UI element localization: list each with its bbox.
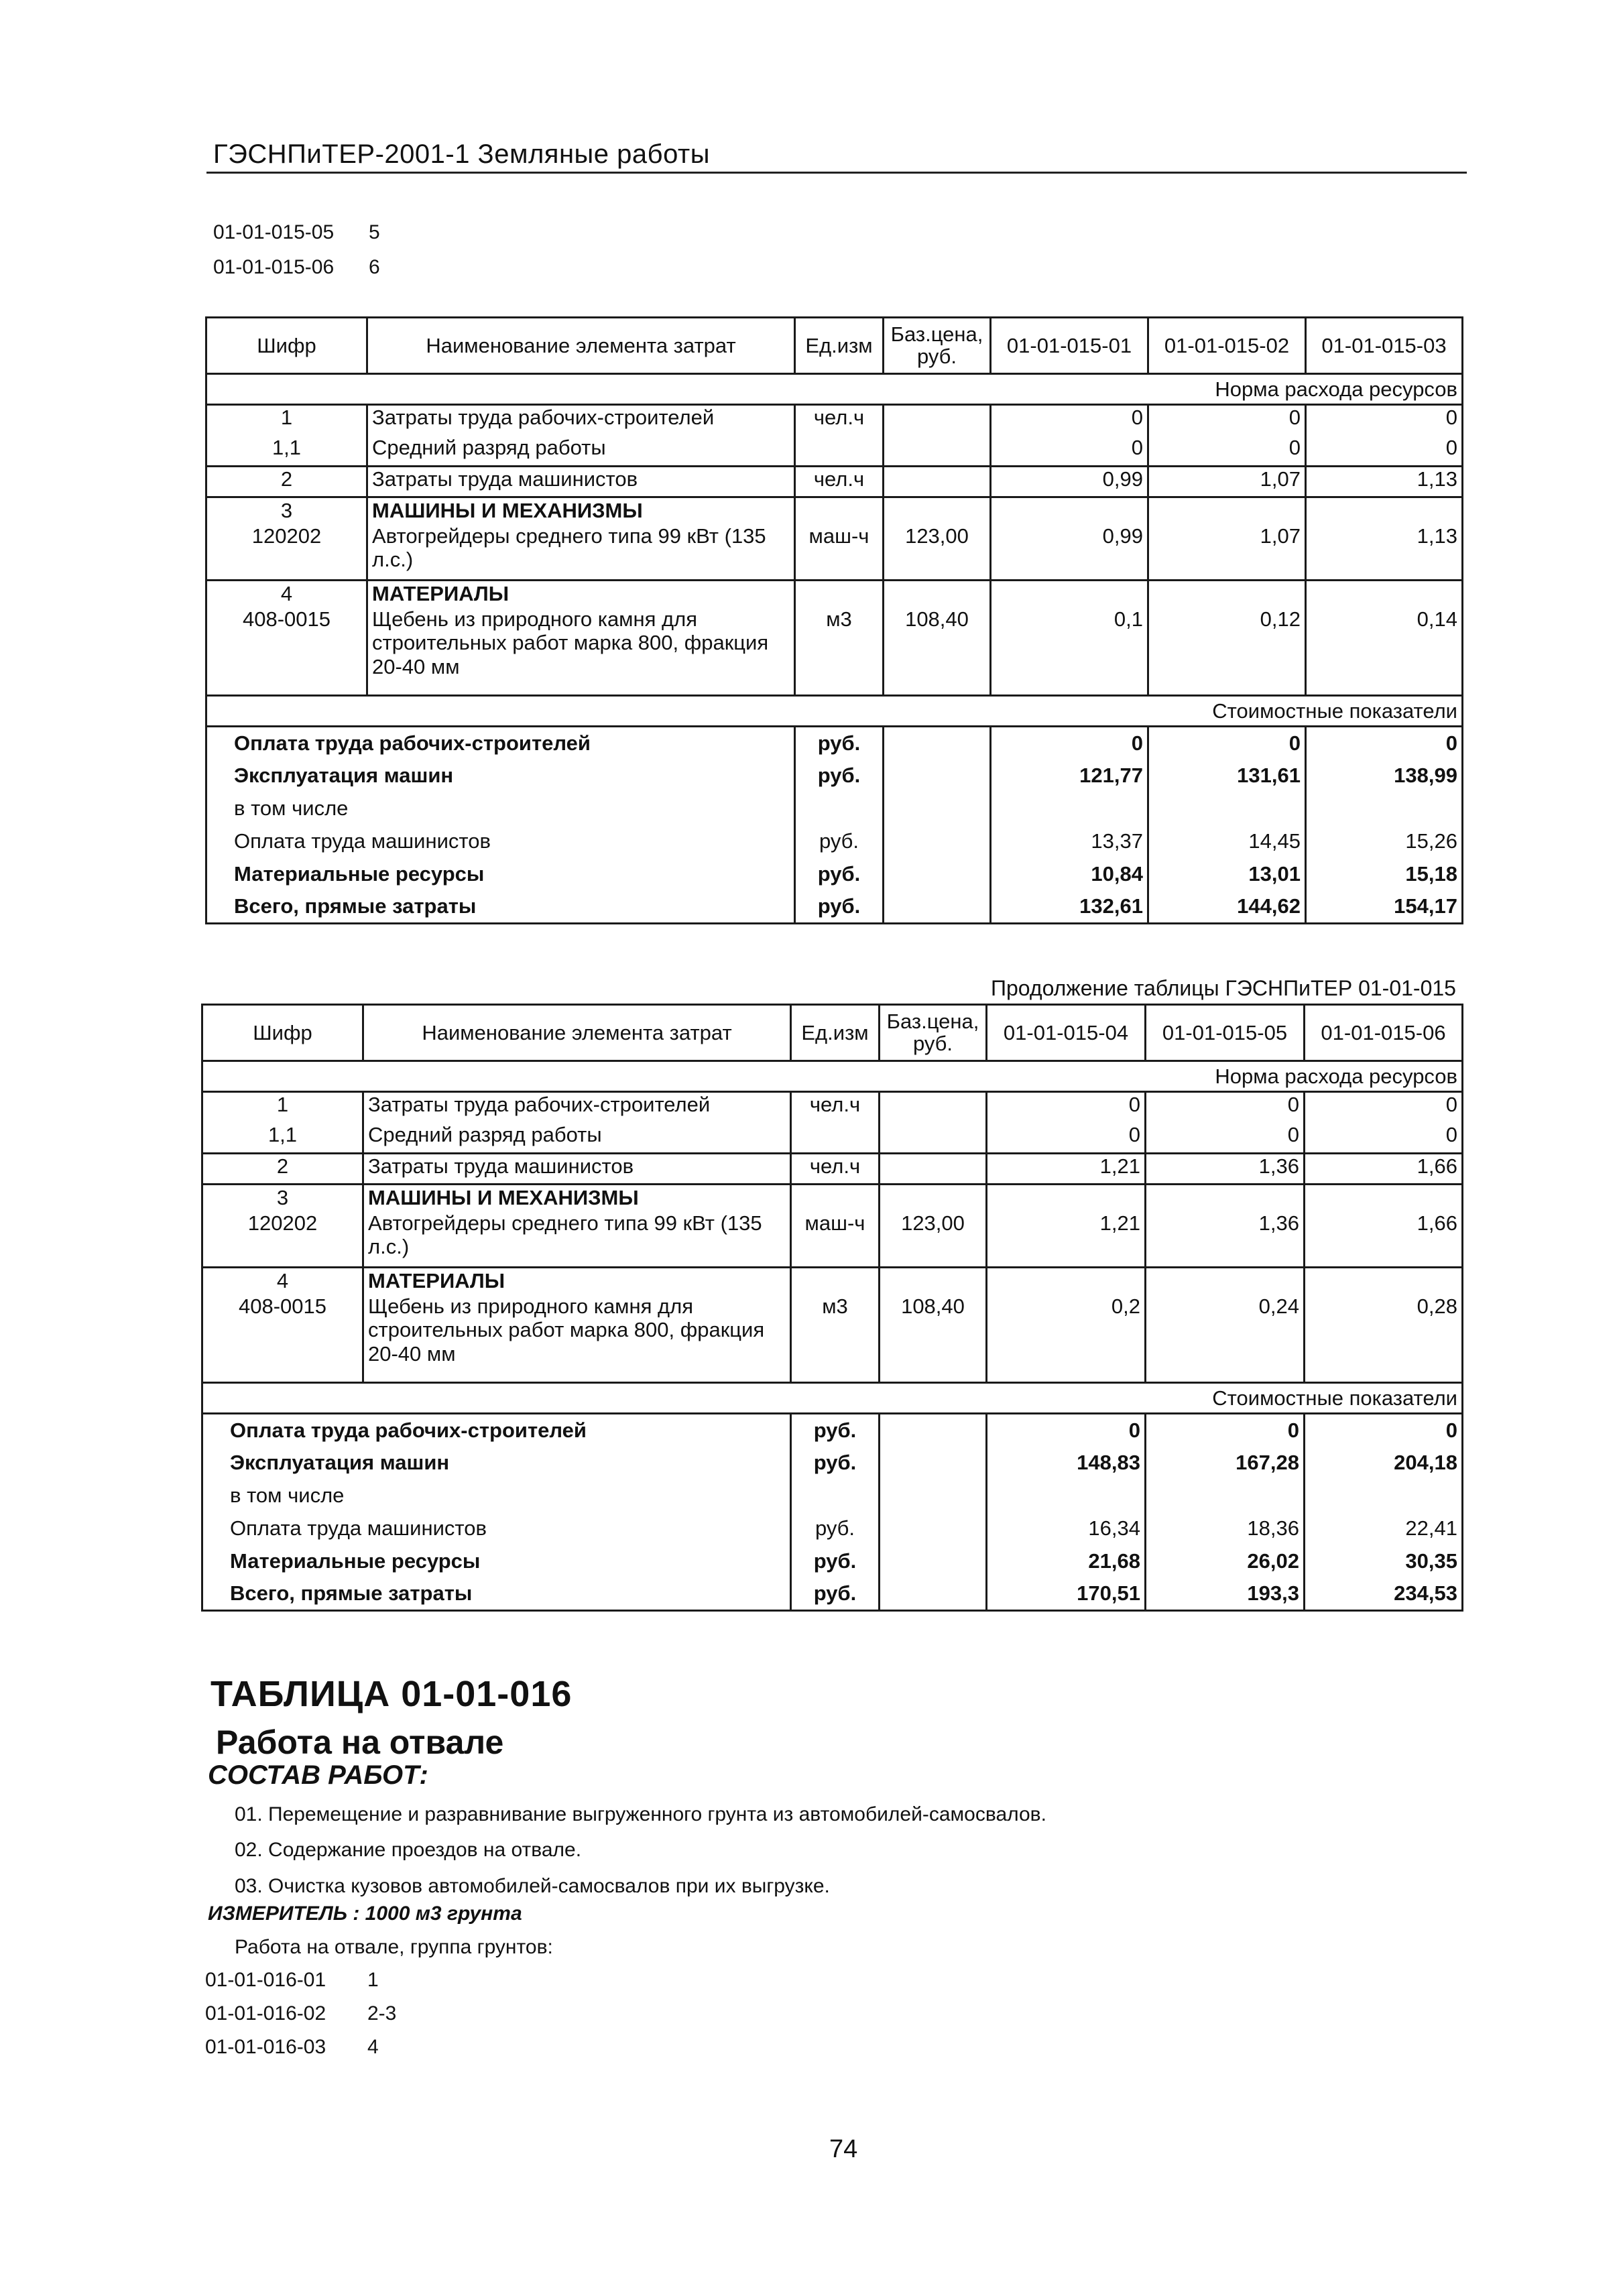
empty-cell: [884, 858, 991, 891]
row-value-2: 0,24: [1146, 1294, 1305, 1383]
empty-cell: [1305, 1268, 1463, 1294]
cost-value-3: 154,17: [1306, 891, 1463, 924]
cost-name: Эксплуатация машин: [202, 1447, 791, 1479]
header-col-3: 01-01-015-06: [1305, 1005, 1463, 1061]
cost-value-3: 204,18: [1305, 1447, 1463, 1479]
resource-table-2: [201, 1004, 1463, 1612]
empty-cell: [880, 1578, 987, 1611]
row-name: Автогрейдеры среднего типа 99 кВт (135 л.с.): [367, 524, 795, 581]
row-unit: м3: [795, 607, 884, 696]
cost-label-row: [202, 1383, 1463, 1414]
cost-unit: руб.: [795, 727, 884, 760]
row-value-1: 0: [987, 1092, 1146, 1123]
row-code: 408-0015: [206, 607, 367, 696]
row-code: 408-0015: [202, 1294, 363, 1383]
header-name: Наименование элемента затрат: [363, 1005, 791, 1061]
row-value-2: 1,07: [1148, 467, 1306, 497]
cost-value-3: 15,18: [1306, 858, 1463, 891]
cost-unit: руб.: [791, 1578, 880, 1611]
empty-cell: [880, 1512, 987, 1545]
cost-value-1: [987, 1479, 1146, 1512]
resource-row: [202, 1092, 1463, 1123]
empty-cell: [884, 760, 991, 792]
row-value-1: 0: [991, 405, 1148, 436]
row-price: 108,40: [884, 607, 991, 696]
cost-name: Всего, прямые затраты: [202, 1578, 791, 1611]
row-value-3: 0: [1305, 1092, 1463, 1123]
empty-cell: [884, 792, 991, 825]
norm-label: Норма расхода ресурсов: [202, 1061, 1463, 1092]
empty-cell: [1148, 497, 1306, 524]
row-code: 2: [206, 467, 367, 497]
row-name: МАТЕРИАЛЫ: [367, 581, 795, 607]
code: 01-01-016-03: [205, 2036, 326, 2058]
header-unit: Ед.изм: [795, 318, 884, 374]
row-name: МАШИНЫ И МЕХАНИЗМЫ: [363, 1185, 791, 1211]
row-unit: м3: [791, 1294, 880, 1383]
cost-label-row: [206, 696, 1463, 727]
row-code: 4: [206, 581, 367, 607]
continuation-caption: Продолжение таблицы ГЭСНПиТЕР 01-01-015: [991, 976, 1456, 1000]
empty-cell: [880, 1414, 987, 1447]
cost-name: в том числе: [202, 1479, 791, 1512]
cost-value-3: [1305, 1479, 1463, 1512]
empty-cell: [1306, 581, 1463, 607]
cost-row: [202, 1447, 1463, 1479]
header-col-1: 01-01-015-01: [991, 318, 1148, 374]
row-code: 1,1: [202, 1123, 363, 1154]
row-name: Затраты труда рабочих-строителей: [367, 405, 795, 436]
ref-code: 01-01-015-06: [213, 256, 335, 278]
measure-unit: ИЗМЕРИТЕЛЬ : 1000 м3 грунта: [208, 1902, 522, 1925]
row-name: Затраты труда машинистов: [367, 467, 795, 497]
cost-value-1: 21,68: [987, 1545, 1146, 1578]
row-value-3: 0,28: [1305, 1294, 1463, 1383]
row-price: 123,00: [884, 524, 991, 581]
row-price: [884, 467, 991, 497]
empty-cell: [991, 581, 1148, 607]
cost-value-2: 193,3: [1146, 1578, 1305, 1611]
cost-name: Оплата труда машинистов: [206, 825, 795, 858]
cost-row: [206, 727, 1463, 760]
row-value-3: 0: [1306, 405, 1463, 436]
norm-label-row: [206, 374, 1463, 405]
row-code: 1,1: [206, 436, 367, 467]
row-price: [884, 436, 991, 467]
section-header-row: [206, 497, 1463, 524]
row-code: 3: [202, 1185, 363, 1211]
header-price: Баз.цена, руб.: [880, 1005, 987, 1061]
cost-unit: руб.: [791, 1414, 880, 1447]
row-unit: маш-ч: [795, 524, 884, 581]
empty-cell: [884, 497, 991, 524]
row-unit: маш-ч: [791, 1211, 880, 1268]
header-unit: Ед.изм: [791, 1005, 880, 1061]
row-unit: [791, 1123, 880, 1154]
row-value-1: 0,2: [987, 1294, 1146, 1383]
resource-row: [202, 1123, 1463, 1154]
empty-cell: [884, 581, 991, 607]
row-price: [880, 1154, 987, 1185]
cost-value-3: 15,26: [1306, 825, 1463, 858]
cost-name: Эксплуатация машин: [206, 760, 795, 792]
cost-name: Оплата труда рабочих-строителей: [206, 727, 795, 760]
resource-row: [202, 1154, 1463, 1185]
page-header: ГЭСНПиТЕР-2001-1 Земляные работы: [213, 139, 710, 169]
cost-value-2: [1146, 1479, 1305, 1512]
row-price: [880, 1092, 987, 1123]
row-value-1: 0: [991, 436, 1148, 467]
row-name: Щебень из природного камня для строительных работ марка 800, фракция 20-40 мм: [367, 607, 795, 696]
cost-value-1: 132,61: [991, 891, 1148, 924]
cost-value-1: 13,37: [991, 825, 1148, 858]
empty-cell: [795, 581, 884, 607]
row-value-1: 1,21: [987, 1211, 1146, 1268]
cost-value-2: 0: [1148, 727, 1306, 760]
cost-unit: руб.: [795, 825, 884, 858]
cost-value-1: 170,51: [987, 1578, 1146, 1611]
cost-label: Стоимостные показатели: [202, 1383, 1463, 1414]
header-code: Шифр: [202, 1005, 363, 1061]
header-col-2: 01-01-015-02: [1148, 318, 1306, 374]
row-name: Средний разряд работы: [363, 1123, 791, 1154]
header-col-3: 01-01-015-03: [1306, 318, 1463, 374]
row-value-2: 0,12: [1148, 607, 1306, 696]
cost-name: Всего, прямые затраты: [206, 891, 795, 924]
norm-label-row: [202, 1061, 1463, 1092]
row-price: 108,40: [880, 1294, 987, 1383]
row-name: Автогрейдеры среднего типа 99 кВт (135 л.с.): [363, 1211, 791, 1268]
empty-cell: [880, 1185, 987, 1211]
row-value-2: 0: [1146, 1123, 1305, 1154]
code: 01-01-016-02: [205, 2002, 326, 2025]
row-value-1: 0,99: [991, 467, 1148, 497]
resource-table-1: [205, 316, 1463, 924]
empty-cell: [991, 497, 1148, 524]
row-name: МАШИНЫ И МЕХАНИЗМЫ: [367, 497, 795, 524]
row-value-2: 0: [1148, 405, 1306, 436]
empty-cell: [884, 891, 991, 924]
empty-cell: [987, 1268, 1146, 1294]
row-value-1: 0: [987, 1123, 1146, 1154]
cost-value-1: 148,83: [987, 1447, 1146, 1479]
row-name: Щебень из природного камня для строительных работ марка 800, фракция 20-40 мм: [363, 1294, 791, 1383]
cost-value-3: 234,53: [1305, 1578, 1463, 1611]
resource-row: [206, 467, 1463, 497]
cost-value-3: [1306, 792, 1463, 825]
resource-row: [206, 607, 1463, 696]
row-value-2: 0: [1148, 436, 1306, 467]
cost-name: Оплата труда машинистов: [202, 1512, 791, 1545]
cost-unit: руб.: [791, 1545, 880, 1578]
section-header-row: [202, 1268, 1463, 1294]
cost-row: [202, 1479, 1463, 1512]
row-code: 2: [202, 1154, 363, 1185]
empty-cell: [1305, 1185, 1463, 1211]
resource-row: [202, 1294, 1463, 1383]
cost-value-1: 0: [991, 727, 1148, 760]
cost-value-2: 131,61: [1148, 760, 1306, 792]
cost-row: [202, 1578, 1463, 1611]
empty-cell: [791, 1268, 880, 1294]
row-value-3: 1,66: [1305, 1211, 1463, 1268]
ref-value: 5: [369, 221, 380, 243]
row-value-2: 1,36: [1146, 1211, 1305, 1268]
cost-row: [206, 858, 1463, 891]
header-name: Наименование элемента затрат: [367, 318, 795, 374]
row-value-3: 0: [1306, 436, 1463, 467]
section-subtitle: Работа на отвале: [216, 1724, 504, 1761]
row-price: 123,00: [880, 1211, 987, 1268]
empty-cell: [1146, 1185, 1305, 1211]
empty-cell: [880, 1447, 987, 1479]
row-value-1: 0,99: [991, 524, 1148, 581]
work-item-3: 03. Очистка кузовов автомобилей-самосвалов при их выгрузке.: [235, 1875, 830, 1897]
cost-name: Материальные ресурсы: [206, 858, 795, 891]
ref-code: 01-01-015-05: [213, 221, 335, 243]
empty-cell: [987, 1185, 1146, 1211]
row-code: 120202: [202, 1211, 363, 1268]
empty-cell: [884, 727, 991, 760]
row-value-3: 0: [1305, 1123, 1463, 1154]
code: 01-01-016-01: [205, 1969, 326, 1991]
empty-cell: [880, 1268, 987, 1294]
row-name: Затраты труда машинистов: [363, 1154, 791, 1185]
cost-value-3: 30,35: [1305, 1545, 1463, 1578]
cost-value-3: 138,99: [1306, 760, 1463, 792]
empty-cell: [884, 825, 991, 858]
work-item-2: 02. Содержание проездов на отвале.: [235, 1839, 582, 1861]
header-col-1: 01-01-015-04: [987, 1005, 1146, 1061]
empty-cell: [880, 1545, 987, 1578]
empty-cell: [795, 497, 884, 524]
code-value: 2-3: [367, 2002, 397, 2025]
header-rule: [206, 172, 1467, 174]
cost-unit: [795, 792, 884, 825]
row-price: [884, 405, 991, 436]
cost-value-2: 0: [1146, 1414, 1305, 1447]
cost-value-1: 10,84: [991, 858, 1148, 891]
page-number: 74: [829, 2135, 858, 2163]
empty-cell: [880, 1479, 987, 1512]
cost-value-3: 0: [1306, 727, 1463, 760]
cost-value-3: 22,41: [1305, 1512, 1463, 1545]
cost-name: в том числе: [206, 792, 795, 825]
cost-row: [206, 760, 1463, 792]
row-unit: [795, 436, 884, 467]
cost-unit: руб.: [795, 858, 884, 891]
empty-cell: [1146, 1268, 1305, 1294]
cost-unit: руб.: [795, 760, 884, 792]
row-code: 1: [206, 405, 367, 436]
row-value-2: 1,07: [1148, 524, 1306, 581]
empty-cell: [1306, 497, 1463, 524]
cost-row: [206, 825, 1463, 858]
cost-value-2: [1148, 792, 1306, 825]
resource-row: [206, 524, 1463, 581]
cost-row: [202, 1414, 1463, 1447]
section-header-row: [202, 1185, 1463, 1211]
cost-value-2: 167,28: [1146, 1447, 1305, 1479]
cost-value-3: 0: [1305, 1414, 1463, 1447]
work-item-1: 01. Перемещение и разравнивание выгруженного грунта из автомобилей-самосвалов.: [235, 1803, 1046, 1825]
row-code: 4: [202, 1268, 363, 1294]
cost-row: [202, 1512, 1463, 1545]
norm-label: Норма расхода ресурсов: [206, 374, 1463, 405]
row-unit: чел.ч: [791, 1092, 880, 1123]
row-name: Средний разряд работы: [367, 436, 795, 467]
cost-value-1: 16,34: [987, 1512, 1146, 1545]
table-header-row: [206, 318, 1463, 374]
row-value-3: 1,13: [1306, 467, 1463, 497]
row-value-2: 0: [1146, 1092, 1305, 1123]
cost-unit: [791, 1479, 880, 1512]
row-value-1: 1,21: [987, 1154, 1146, 1185]
empty-cell: [791, 1185, 880, 1211]
header-price: Баз.цена, руб.: [884, 318, 991, 374]
cost-value-2: 144,62: [1148, 891, 1306, 924]
row-code: 120202: [206, 524, 367, 581]
cost-row: [202, 1545, 1463, 1578]
row-unit: чел.ч: [795, 467, 884, 497]
row-value-3: 0,14: [1306, 607, 1463, 696]
cost-label: Стоимостные показатели: [206, 696, 1463, 727]
code-value: 4: [367, 2036, 379, 2058]
cost-name: Материальные ресурсы: [202, 1545, 791, 1578]
row-unit: чел.ч: [795, 405, 884, 436]
row-code: 1: [202, 1092, 363, 1123]
header-code: Шифр: [206, 318, 367, 374]
section-header-row: [206, 581, 1463, 607]
row-name: МАТЕРИАЛЫ: [363, 1268, 791, 1294]
cost-unit: руб.: [791, 1447, 880, 1479]
group-label: Работа на отвале, группа грунтов:: [235, 1936, 553, 1958]
cost-value-2: 26,02: [1146, 1545, 1305, 1578]
cost-value-2: 13,01: [1148, 858, 1306, 891]
cost-name: Оплата труда рабочих-строителей: [202, 1414, 791, 1447]
table-header-row: [202, 1005, 1463, 1061]
empty-cell: [1148, 581, 1306, 607]
resource-row: [206, 436, 1463, 467]
row-price: [880, 1123, 987, 1154]
resource-row: [202, 1211, 1463, 1268]
row-value-2: 1,36: [1146, 1154, 1305, 1185]
ref-value: 6: [369, 256, 380, 278]
cost-row: [206, 792, 1463, 825]
row-unit: чел.ч: [791, 1154, 880, 1185]
row-value-3: 1,66: [1305, 1154, 1463, 1185]
cost-row: [206, 891, 1463, 924]
cost-value-1: [991, 792, 1148, 825]
row-value-1: 0,1: [991, 607, 1148, 696]
cost-value-2: 18,36: [1146, 1512, 1305, 1545]
row-code: 3: [206, 497, 367, 524]
cost-value-1: 0: [987, 1414, 1146, 1447]
cost-unit: руб.: [791, 1512, 880, 1545]
cost-value-2: 14,45: [1148, 825, 1306, 858]
cost-unit: руб.: [795, 891, 884, 924]
cost-value-1: 121,77: [991, 760, 1148, 792]
resource-row: [206, 405, 1463, 436]
code-value: 1: [367, 1969, 379, 1991]
row-value-3: 1,13: [1306, 524, 1463, 581]
composition-label: СОСТАВ РАБОТ:: [208, 1760, 428, 1790]
section-title: ТАБЛИЦА 01-01-016: [211, 1674, 573, 1714]
header-col-2: 01-01-015-05: [1146, 1005, 1305, 1061]
row-name: Затраты труда рабочих-строителей: [363, 1092, 791, 1123]
